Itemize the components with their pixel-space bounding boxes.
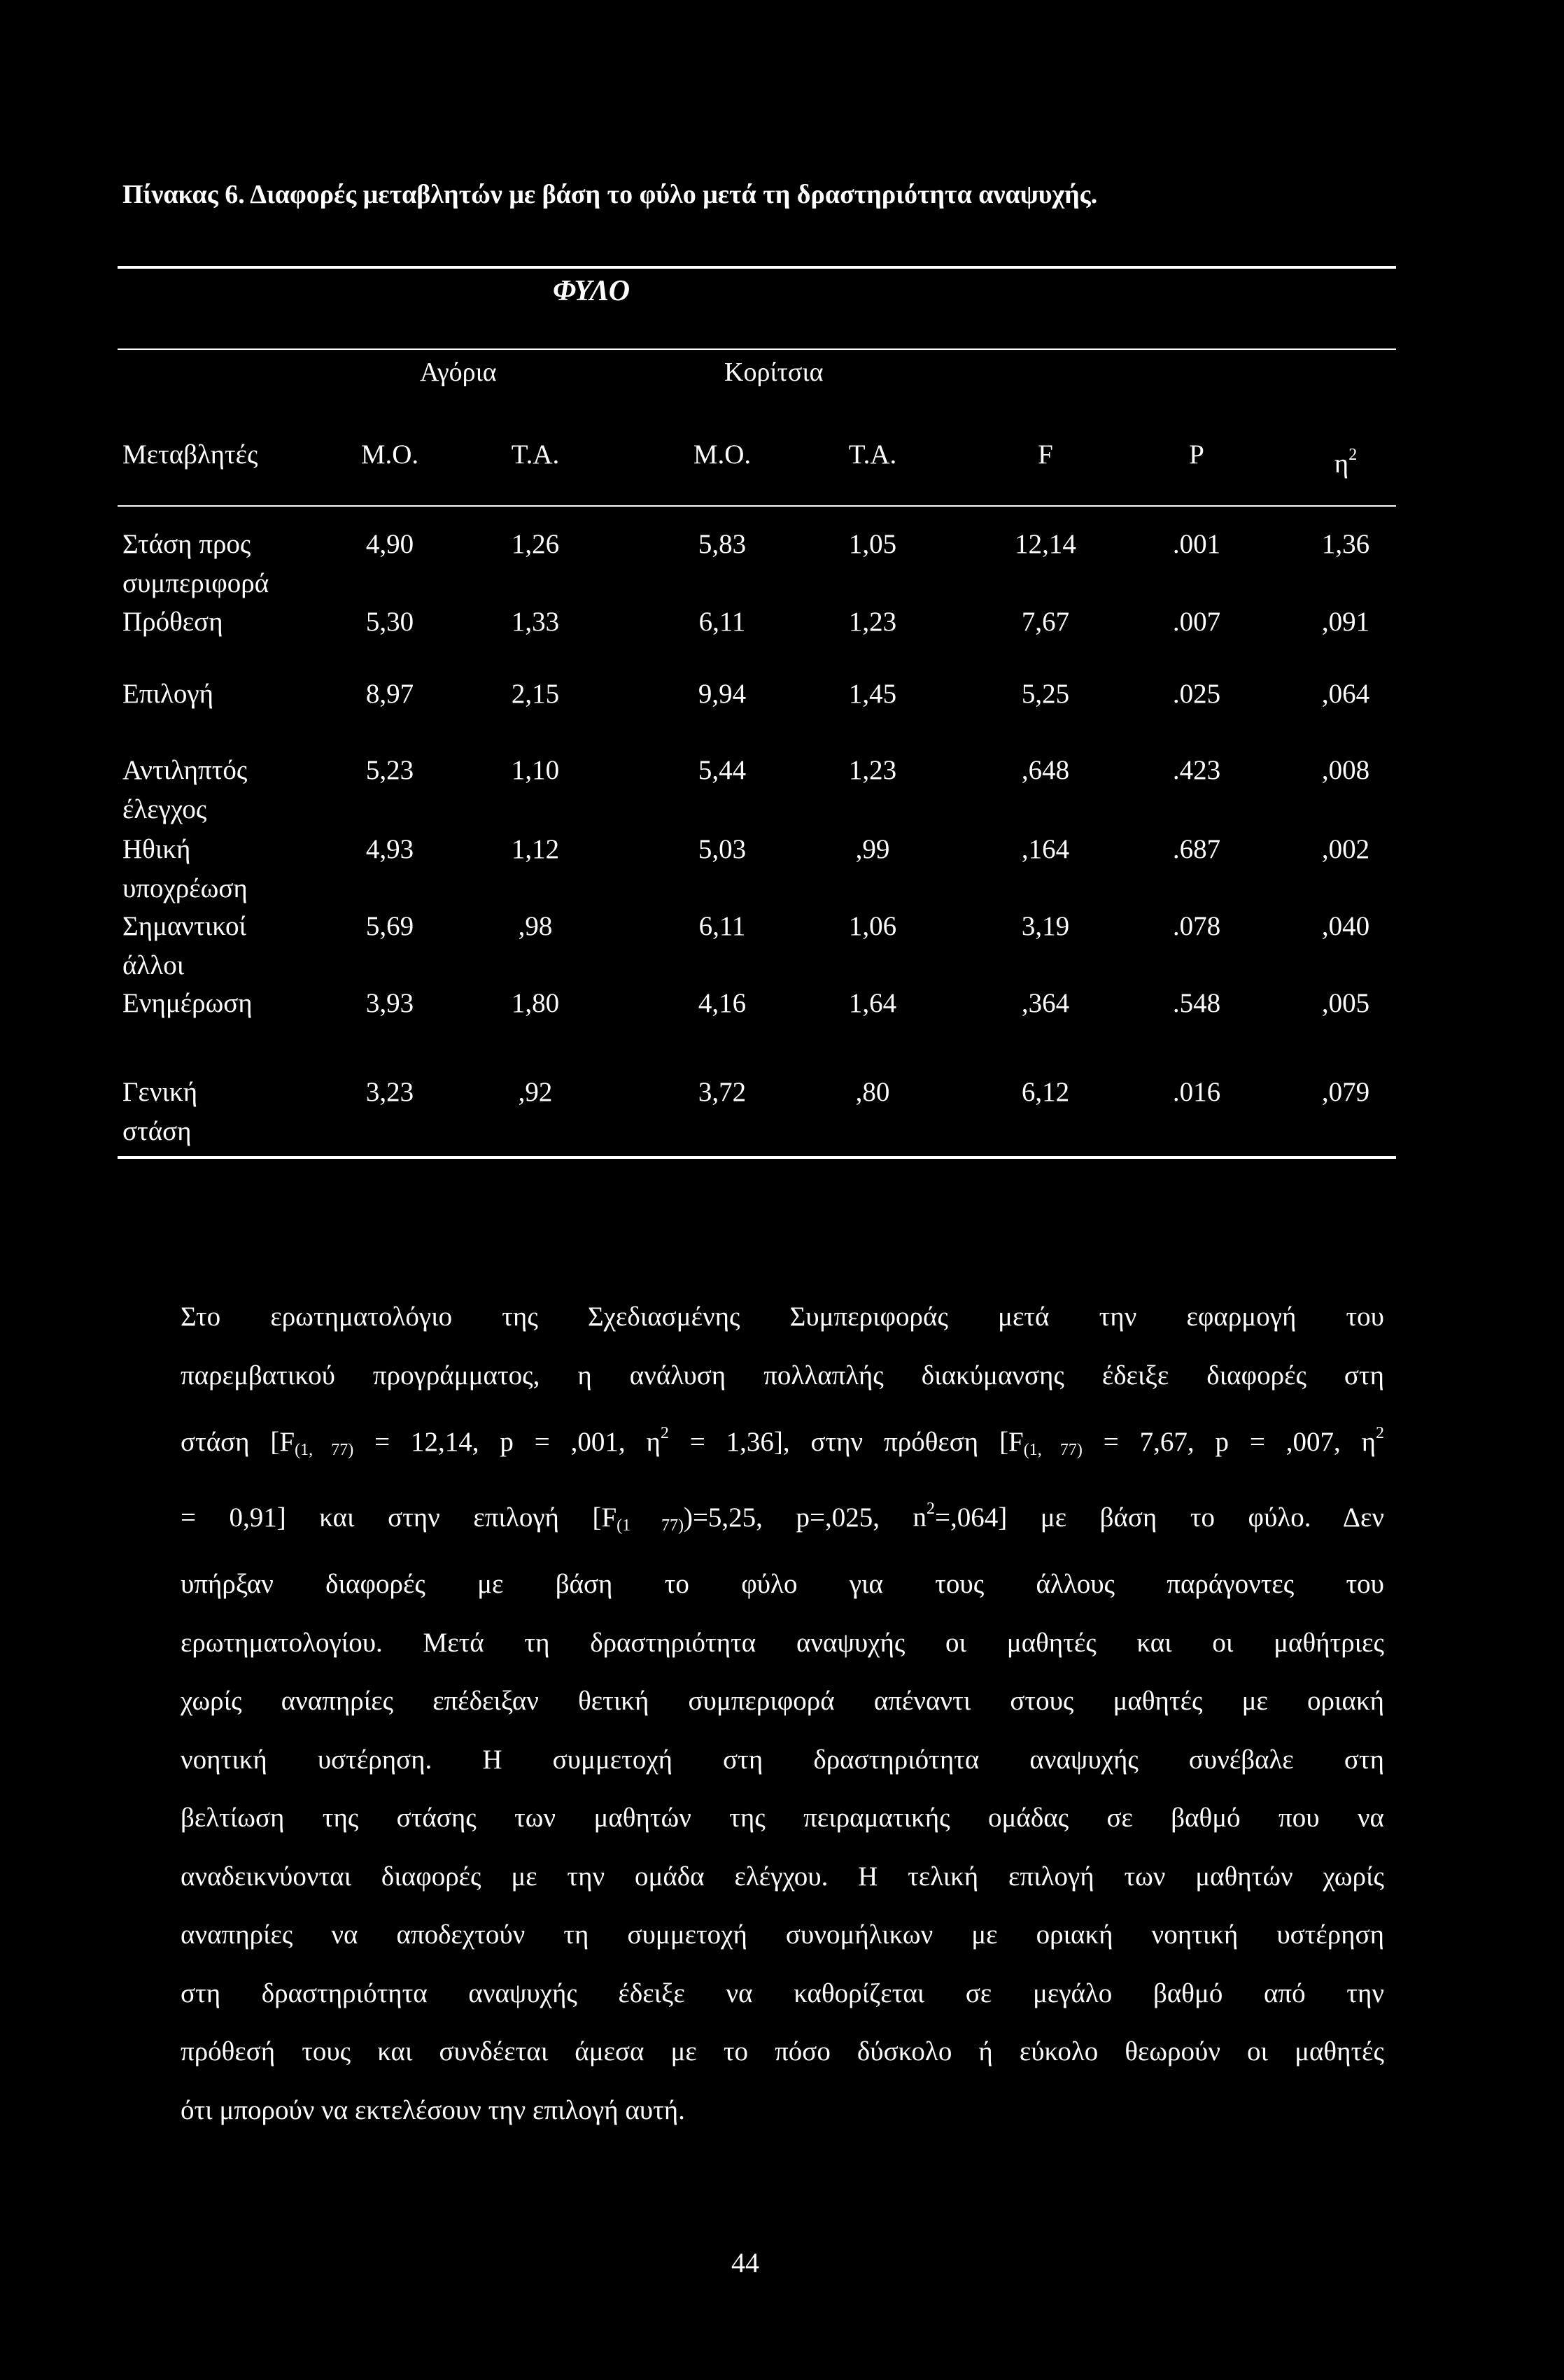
subgroup-girls: Κορίτσια xyxy=(724,358,824,387)
row-label-line: Επιλογή xyxy=(122,679,214,709)
col-header-eta: $\eta^2$ xyxy=(1334,446,1358,479)
table-cell: ,98 xyxy=(518,911,553,941)
table-cell: .001 xyxy=(1172,529,1221,559)
table-cell: ,92 xyxy=(518,1077,553,1107)
header-rule xyxy=(118,505,1396,507)
table-cell: .423 xyxy=(1172,755,1221,785)
row-label-line: συμπεριφορά xyxy=(122,568,269,598)
body-paragraph: Στο ερωτηματολόγιο της Σχεδιασμένης Συμπεριφοράς μετά την εφαρμογή του παρεμβατικού προγράμματος, η ανάλυση πολλαπλής διακύμανσης έδειξε διαφορές στη στάση [$F_{(1, 77)} = 12,14$, p = ,001, $\eta^2 = 1,36$], στην πρόθεση [$F_{(1, 77)} = 7,67$, p = ,007, $\eta^2$ = 0,91] και στην επιλογή $[F_{(1 77)})=5,25$, p=,025, $n^2=,064$] με βάση το φύλο. Δεν υπήρξαν διαφορές με βάση το φύλο για τους άλλους παράγοντες του ερωτηματολογίου. Μετά τη δραστηριότητα αναψυχής οι μαθητές και οι μαθήτριες χωρίς αναπηρίες επέδειξαν θετική συμπεριφορά απέναντι στους μαθητές με οριακή νοητική υστέρηση. Η συμμετοχή στη δραστηριότητα αναψυχής συνέβαλε στη βελτίωση της στάσης των μαθητών της πειραματικής ομάδας σε βαθμό που να αναδεικνύονται διαφορές με την ομάδα ελέγχου. Η τελική επιλογή των μαθητών χωρίς αναπηρίες να αποδεχτούν τη συμμετοχή συνομήλικων με οριακή νοητική υστέρηση στη δραστηριότητα αναψυχής έδειξε να καθορίζεται σε μεγάλο βαθμό από την πρόθεσή τους και συνδέεται άμεσα με το πόσο δύσκολο ή εύκολο θεωρούν οι μαθητές ότι μπορούν να εκτελέσουν την επιλογή αυτή. xyxy=(181,1302,1385,2125)
table-cell: 4,93 xyxy=(365,834,414,864)
table-cell: 1,36 xyxy=(1321,529,1370,559)
table-cell: ,079 xyxy=(1321,1077,1370,1107)
table-bottom-rule xyxy=(118,1156,1396,1159)
table-cell: 5,69 xyxy=(365,911,414,941)
table-cell: 1,26 xyxy=(511,529,560,559)
table-cell: 3,93 xyxy=(365,988,414,1018)
table-cell: 5,03 xyxy=(698,834,747,864)
group-header: ΦΥΛΟ xyxy=(553,275,630,307)
row-label xyxy=(122,984,253,1023)
row-label-line: Ηθική xyxy=(122,834,191,864)
table-cell: 2,15 xyxy=(511,679,560,709)
table-cell: ,005 xyxy=(1321,988,1370,1018)
table-cell: 4,90 xyxy=(365,529,414,559)
row-label-line: Σημαντικοί xyxy=(122,911,247,941)
table-cell: 5,83 xyxy=(698,529,747,559)
table-cell: 1,05 xyxy=(848,529,897,559)
table-cell: 1,06 xyxy=(848,911,897,941)
page-number: 44 xyxy=(731,2247,759,2279)
table-cell: 1,12 xyxy=(511,834,560,864)
table-cell: 6,11 xyxy=(698,911,746,941)
table-cell: ,091 xyxy=(1321,607,1370,637)
table-cell: 5,44 xyxy=(698,755,747,785)
table-cell: 5,30 xyxy=(365,607,414,637)
row-label xyxy=(122,751,247,829)
table-cell: 1,23 xyxy=(848,607,897,637)
table-cell: 4,16 xyxy=(698,988,747,1018)
table-cell: .025 xyxy=(1172,679,1221,709)
col-header-mean-boys: Μ.Ο. xyxy=(360,439,419,470)
table-cell: ,040 xyxy=(1321,911,1370,941)
table-cell: 1,64 xyxy=(848,988,897,1018)
table-cell: 8,97 xyxy=(365,679,414,709)
table-cell: ,80 xyxy=(855,1077,890,1107)
table-top-rule xyxy=(118,266,1396,269)
row-label xyxy=(122,907,246,985)
table-cell: 7,67 xyxy=(1021,607,1070,637)
table-cell: 1,33 xyxy=(511,607,560,637)
row-label-line: Ενημέρωση xyxy=(122,988,253,1018)
row-label-line: άλλοι xyxy=(122,950,185,980)
row-label-line: Πρόθεση xyxy=(122,607,223,637)
table-cell: ,064 xyxy=(1321,679,1370,709)
table-cell: 5,25 xyxy=(1021,679,1070,709)
col-header-f: F xyxy=(1038,439,1053,470)
row-label xyxy=(122,525,269,603)
col-header-p: P xyxy=(1189,439,1204,470)
table-cell: .016 xyxy=(1172,1077,1221,1107)
table-cell: ,648 xyxy=(1021,755,1070,785)
group-rule xyxy=(118,348,1396,350)
row-label xyxy=(122,603,223,642)
table-cell: .078 xyxy=(1172,911,1221,941)
row-label-line: υποχρέωση xyxy=(122,873,248,903)
table-cell: 3,23 xyxy=(365,1077,414,1107)
table-cell: ,364 xyxy=(1021,988,1070,1018)
row-label-line: Αντιληπτός xyxy=(122,755,248,785)
table-cell: 6,11 xyxy=(698,607,746,637)
col-header-variables: Μεταβλητές xyxy=(122,439,258,470)
table-caption: Πίνακας 6. Διαφορές μεταβλητών με βάση το φύλο μετά τη δραστηριότητα αναψυχής. xyxy=(122,180,1098,209)
row-label-line: Γενική xyxy=(122,1077,198,1107)
row-label-line: έλεγχος xyxy=(122,794,207,824)
table-cell: .548 xyxy=(1172,988,1221,1018)
table-cell: 1,23 xyxy=(848,755,897,785)
table-cell: ,008 xyxy=(1321,755,1370,785)
row-label xyxy=(122,830,248,908)
col-header-sd-girls: Τ.Α. xyxy=(848,439,897,470)
table-cell: ,002 xyxy=(1321,834,1370,864)
subgroup-boys: Αγόρια xyxy=(420,358,497,387)
table-cell: .687 xyxy=(1172,834,1221,864)
row-label xyxy=(122,675,213,714)
table-cell: 12,14 xyxy=(1015,529,1076,559)
table-cell: 5,23 xyxy=(365,755,414,785)
table-cell: 1,10 xyxy=(511,755,560,785)
col-header-mean-girls: Μ.Ο. xyxy=(693,439,752,470)
table-cell: ,99 xyxy=(855,834,890,864)
table-cell: 3,19 xyxy=(1021,911,1070,941)
table-cell: 9,94 xyxy=(698,679,747,709)
row-label-line: Στάση προς xyxy=(122,529,251,559)
table-cell: 1,80 xyxy=(511,988,560,1018)
table-cell: 1,45 xyxy=(848,679,897,709)
table-cell: 3,72 xyxy=(698,1077,747,1107)
table-cell: .007 xyxy=(1172,607,1221,637)
table-cell: 6,12 xyxy=(1021,1077,1070,1107)
row-label xyxy=(122,1073,197,1151)
col-header-sd-boys: Τ.Α. xyxy=(511,439,560,470)
table-cell: ,164 xyxy=(1021,834,1070,864)
row-label-line: στάση xyxy=(122,1116,192,1146)
